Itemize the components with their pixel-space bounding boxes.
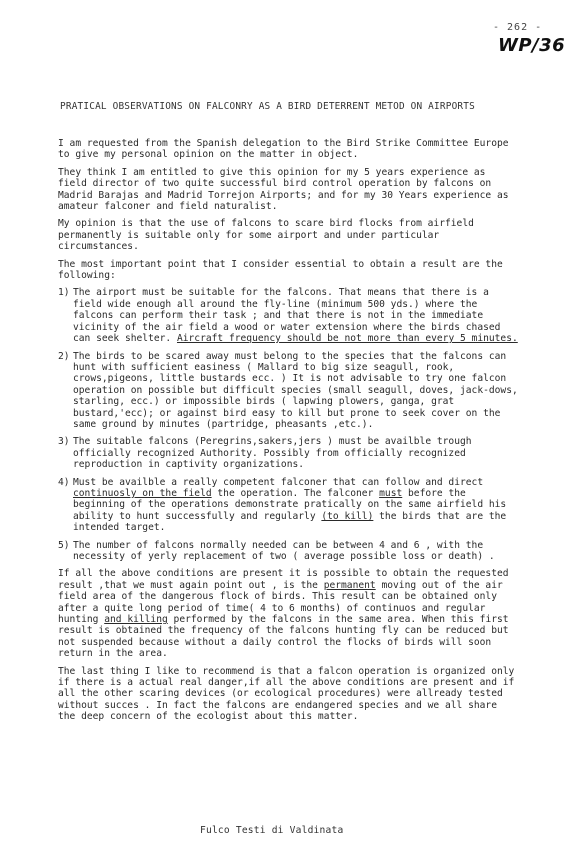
list-underlined-text: Aircraft frequency should be not more than every 5 minutes. [176, 333, 518, 345]
paragraph: The most important point that I consider essential to obtain a result are the following: [58, 258, 503, 282]
requirements-list [58, 287, 518, 562]
document-body [58, 138, 518, 729]
paragraph: I am requested from the Spanish delegation to the Bird Strike Committee Europe to give my personal opinion on the matter in object. [58, 138, 509, 161]
paragraph: My opinion is that the use of falcons to scare bird flocks from airfield permanently is suitable only for some airport and under particular circumstances. [58, 218, 474, 253]
paragraph: The last thing I like to recommend is that a falcon operation is organized only if there is a actual real danger,if all the above conditions are present and if all the other scaring devices (or ecological procedures) were allready tested without succes . In fact the falcons are endangered species and we all share the deep concern of the ecologist about this matter. [58, 665, 515, 723]
list-text: The airport must be suitable for the falcons. That means that there is a field wide enough all around the fly-line (minimum 500 yds.) where the falcons can perform their task ; and that there is not in the immediate vicinity of the air field a wood or water extension where the birds chased can seek shelter. [73, 287, 501, 345]
signature: Fulco Testi di Valdinata [200, 825, 344, 836]
list-text: the birds that are the intended target. [73, 510, 507, 534]
list-number: 1) [58, 287, 70, 299]
list-item [58, 287, 518, 344]
list-text: Must be availble a really competent falconer that can follow and direct [73, 476, 484, 488]
list-number: 2) [58, 350, 70, 362]
list-underlined-text: continuosly on the field [73, 487, 212, 499]
list-text: The suitable falcons (Peregrins,sakers,jers ) must be availble trough officially recognized Authority. Possibly from officially recognized reproduction in captivity organizations. [73, 436, 472, 471]
list-text: The birds to be scared away must belong to the species that the falcons can hunt with sufficient easiness ( Mallard to big size seagull, rook, crows,pigeons, little bustards ecc. ) It is not advisable to try one falcon operation on possible but difficult species (small seagull, doves, jack-dows, starling, ecc.) or impossible birds ( lapwing plowers, ganga, grat bustard,'ecc); or against bird easy to kill but prone to seek cover on the same ground by minutes (partridge, pheasants ,etc.). [73, 350, 518, 430]
list-text: The number of falcons normally needed can be between 4 and 6 , with the necessity of yerly replacement of two ( average possible loss or death) . [73, 539, 495, 562]
list-item [58, 351, 518, 431]
document-reference: WP/36 [498, 35, 566, 56]
paragraph-text: performed by the falcons in the same area. When this first result is obtained the frequency of the falcons hunting fly can be reduced but not suspended because without a daily control the flocks of birds will soon return in the area. [58, 614, 509, 660]
paragraph-underlined-text: permanent [323, 579, 376, 591]
list-underlined-text: (to kill) [321, 510, 374, 522]
list-item [58, 540, 518, 563]
list-number: 4) [58, 476, 70, 488]
paragraph-text: moving out of the air field area of the dangerous flock of birds. This result can be obtained only after a quite long period of time( 4 to 6 months) of continuos and regular hunting [58, 579, 503, 626]
page-number: - 262 - [493, 22, 543, 33]
document-title: PRATICAL OBSERVATIONS ON FALCONRY AS A BIRD DETERRENT METOD ON AIRPORTS [60, 101, 475, 112]
list-number: 5) [58, 539, 70, 551]
list-item [58, 477, 518, 534]
list-text: the operation. The falconer [217, 487, 374, 499]
list-underlined-text: must [379, 487, 403, 499]
paragraph [58, 568, 518, 659]
paragraph-underlined-text: and killing [104, 614, 168, 626]
list-number: 3) [58, 436, 70, 448]
list-text: before the beginning of the operations demonstrate pratically on the same airfield his ability to hunt successfully and regularly [73, 487, 507, 522]
paragraph: They think I am entitled to give this opinion for my 5 years experience as field director of two quite successful bird control operation by falcons on Madrid Barajas and Madrid Torrejon Airports; and for my 30 Years experience as amateur falconer and field naturalist. [58, 166, 509, 213]
list-item [58, 436, 518, 470]
paragraph-text: If all the above conditions are present it is possible to obtain the requested result ,that we must again point out , is the [58, 568, 509, 591]
